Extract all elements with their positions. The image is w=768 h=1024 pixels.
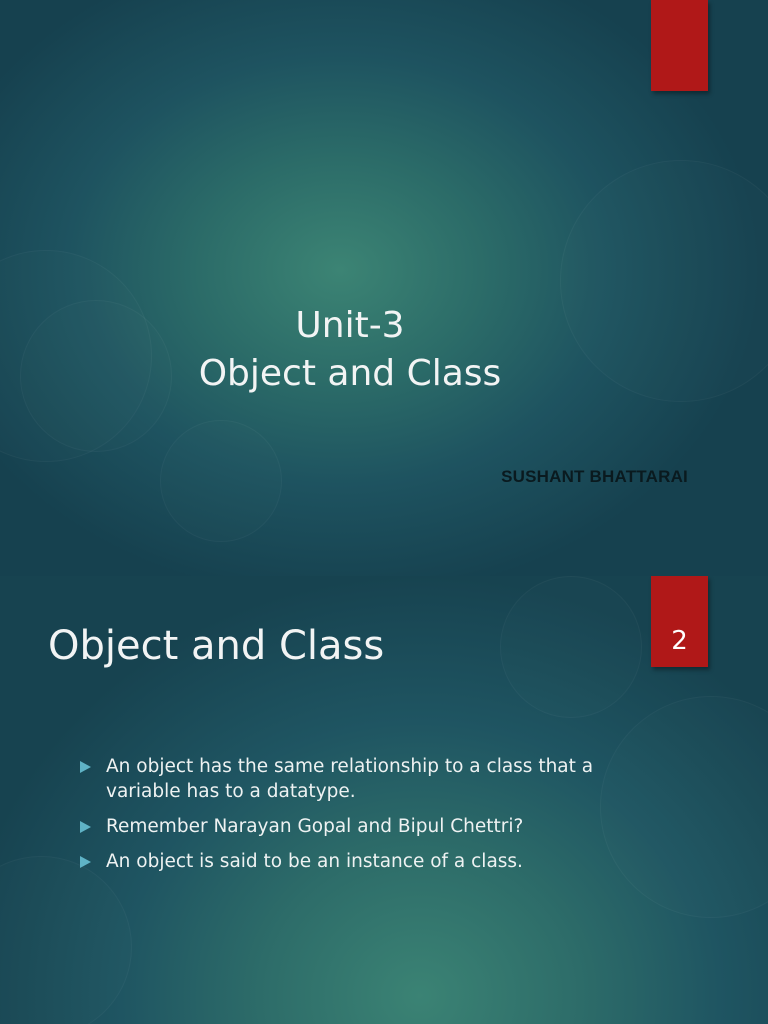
bullet-text: An object has the same relationship to a class that a variable has to a datatype. <box>106 756 594 802</box>
slide-title <box>100 302 600 398</box>
title-line-unit: Unit-3 <box>295 305 405 346</box>
title-line-topic: Object and Class <box>198 353 502 394</box>
bullet-list <box>78 754 598 884</box>
list-item <box>78 849 598 874</box>
decorative-circle <box>600 696 768 918</box>
slide-heading: Object and Class <box>48 623 385 669</box>
list-item <box>78 814 598 839</box>
triangle-right-icon <box>80 761 91 773</box>
triangle-right-icon <box>80 821 91 833</box>
decorative-circle <box>500 576 642 718</box>
triangle-right-icon <box>80 856 91 868</box>
list-item <box>78 754 598 804</box>
decorative-circle <box>160 420 282 542</box>
accent-tab <box>651 0 708 91</box>
slide-number-tab <box>651 576 708 667</box>
bullet-text: An object is said to be an instance of a class. <box>106 851 523 872</box>
content-slide <box>0 576 768 1024</box>
slide-number: 2 <box>671 626 688 656</box>
bullet-text: Remember Narayan Gopal and Bipul Chettri? <box>106 816 524 837</box>
author-name: SUSHANT BHATTARAI <box>501 467 688 486</box>
